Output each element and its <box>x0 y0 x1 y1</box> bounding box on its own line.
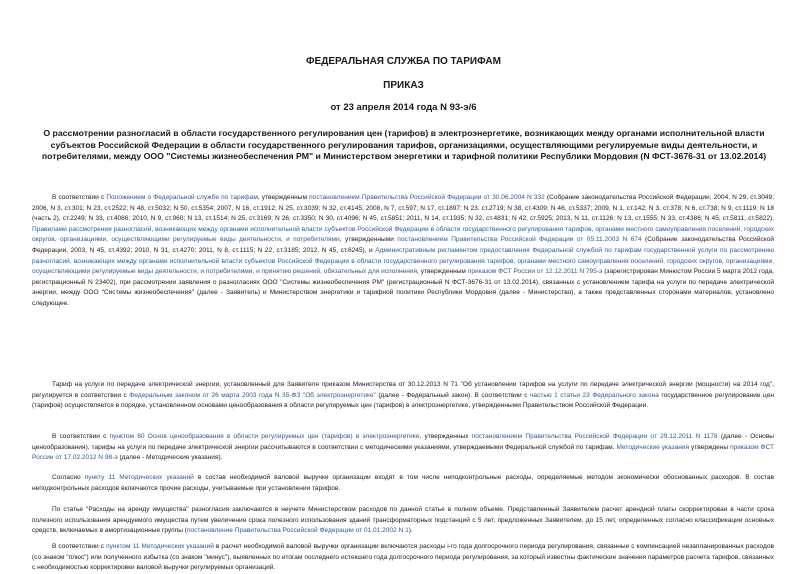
link-government-decree-1178[interactable]: постановлением Правительства Российской Федерации от 29.12.2011 N 1178 <box>471 433 718 440</box>
text: в состав необходимой валовой выручки организации входят в том числе неподконтрольные расходы, определяемые методом экономически обоснованных расходов. В состав неподконтрольных расходов включаются прочие расходы, учитываемые при установлении тарифов. <box>32 474 774 492</box>
document-date-number: от 23 апреля 2014 года N 93-э/6 <box>330 102 477 113</box>
agency-heading: ФЕДЕРАЛЬНАЯ СЛУЖБА ПО ТАРИФАМ <box>306 56 501 67</box>
paragraph-2 <box>32 380 774 412</box>
text: , утвержденным <box>417 268 468 276</box>
text: Тариф на услуги по передаче электрической энергии, установленный для Заявителя приказом Министерства от 30.12.2013 N 71 "Об установлении тарифов на услуги по передаче электрической энергии (мощности) на 2014 год", регулируется в соответствии с <box>32 381 774 399</box>
text: В соответствии с <box>52 543 107 550</box>
document-title: О рассмотрении разногласий в области государственного регулирования цен (тарифов) в электроэнергетике, возникающих между органами исполнительной власти субъектов Российской Федерации в области государственного регулирования тарифов, организациями, осуществляющими регулируемые виды деятельности, и потребителями, между ООО "Системы жизнеобеспечения РМ" и Министерством энергетики и тарифной политики Республики Мордовия (N ФСТ-3676-31 от 13.02.2014) <box>41 128 767 162</box>
link-government-decree-674[interactable]: постановлением Правительства Российской Федерации от 05.11.2003 N 674 <box>397 236 642 244</box>
text: (далее - Методические указания). <box>117 454 223 462</box>
text: В соответствии с <box>52 194 107 201</box>
link-fst-order-98[interactable]: приказом ФСТ России от 17.02.2012 N 98-э <box>32 443 775 462</box>
link-government-decree-1[interactable]: постановление Правительства Российской Федерации от 01.01.2002 N 1 <box>186 527 409 535</box>
link-federal-law-35[interactable]: Федеральным законом от 26 марта 2003 года N 35-ФЗ "Об электроэнергетике" <box>129 391 376 399</box>
paragraph-4 <box>32 473 774 494</box>
link-guidelines-clause-11-b[interactable]: пунктом 11 Методических указаний <box>106 543 214 550</box>
link-administrative-regulation[interactable]: Административным регламентом предоставления Федеральной службой по тарифам государственной услуги по рассмотрению разногласий, возникающих между органами исполнительной власти субъектов Российской Федерации в области государственного регулирования тарифов, органами местного самоуправления поселений, городских округов, организациями, осуществляющими регулируемые виды деятельности, и потребителями, и принятию решений, обязательных для исполнения <box>32 246 774 276</box>
text: В соответствии с <box>52 433 110 440</box>
link-guidelines-clause-11[interactable]: пункту 11 Методических указаний <box>84 474 194 481</box>
link-dispute-rules[interactable]: Правилами рассмотрения разногласий, возникающих между органами исполнительной власти субъектов Российской Федерации в области государственного регулирования тарифов, органами местного самоуправления поселений, городских округов, организациями, осуществляющими регулируемые виды деятельности, и потребителями <box>32 225 774 244</box>
text: в расчет необходимой валовой выручки организации включаются расходы i-го года долгосрочного периода регулирования, связанные с компенсацией незапланированных расходов (со знаком "плюс") или полученного избытка (со знаком "минус"), выявленных по итогам последнего истекшего года долгосрочного периода регулирования, за который известны фактические значения параметров расчета тарифов, связанных с необходимостью корректировки валовой выручки регулируемых организаций. <box>32 543 774 572</box>
link-pricing-basics-80[interactable]: пунктом 80 Основ ценообразования в области регулируемых цен (тарифов) в электроэнергетике <box>109 433 420 440</box>
paragraph-5 <box>32 505 774 537</box>
text: , утвержденных <box>419 433 472 440</box>
link-fst-order-795[interactable]: приказом ФСТ России от 12.12.2011 N 795-э <box>467 268 603 276</box>
text: По статье "Расходы на аренду имущества" разногласия заключаются в неучете Министерством расходов по данной статье в полном объеме. Представленный Заявителем расчет арендной платы скорректирован в части срока полезного использования арендуемого имущества путем увеличения срока полезного использования зданий трансформаторных подстанций с 5 лет, предложенных Заявителем, до 15 лет, определенных согласно классификации основных средств, включаемых в амортизационные группы ( <box>32 506 774 535</box>
link-government-decree-332[interactable]: постановлением Правительства Российской Федерации от 30.06.2004 N 332 <box>309 194 545 201</box>
text: (далее - Основы ценообразования), тарифы на услуги по передаче электрической энергии рассчитываются в соответствии с методическими указаниями, утверждаемыми Федеральной службой по тарифам. <box>32 433 775 451</box>
text: (далее - Федеральный закон). В соответствии с <box>375 391 530 399</box>
text: Согласно <box>52 474 85 481</box>
paragraph-1 <box>32 193 774 310</box>
paragraph-3 <box>32 432 774 464</box>
document-type: ПРИКАЗ <box>383 80 424 91</box>
text: утверждены <box>689 443 731 451</box>
text: (Собрание законодательства Российской Федерации, 2003, N 45, ст.4392; 2010, N 31, ст.4270; 2011, N 8, ст.1115; N 22, ст.3185; 2012, N 45, ст.6245), и <box>32 236 775 254</box>
link-methodical-guidelines[interactable]: Методические указания <box>616 443 690 451</box>
text: , утвержденным <box>257 194 310 201</box>
paragraph-6 <box>32 542 774 574</box>
text: (зарегистрирован Минюстом России 5 марта 2012 года, регистрационный N 23402), при рассмотрении заявления о разногласиях ООО "Системы жизнеобеспечения РМ" (регистрационный N ФСТ-3676-31 от 13.02.2014), связанных с установлением тарифа на услуги по передаче электрической энергии, между ООО "Системы жизнеобеспечения" (далее - Заявитель) и Министерством энергетики и тарифной политики Республики Мордовия (далее - Министерство), а также представленных сторонами материалов, установлено следующее. <box>32 268 775 307</box>
link-regulation-fst[interactable]: Положением о Федеральной службе по тарифам <box>106 194 258 201</box>
text: государственное регулирование цен (тарифов) осуществляется в порядке, установленном основами ценообразования в области регулируемых цен (тарифов) в электроэнергетике, утвержденными Правительством Российской Федерации. <box>32 391 774 410</box>
text: ). <box>408 527 413 535</box>
link-article-23[interactable]: частью 1 статьи 23 Федерального закона <box>530 391 659 399</box>
text: (Собрание законодательства Российской Федерации, 2004, N 29, ст.3049; 2006, N 3, ст.301; N 23, ст.2522; N 48, ст.5032; N 50, ст.5354; 2007, N 16, ст.1912; N 25, ст.3039; N 32, ст.4145; 2008, N 7, ст.597; N 17, ст.1897; N 23, ст.2719; N 38, ст.4309; N 46, ст.5337; 2009, N 1, ст.142; N 3, ст.378; N 6, ст.738; N 9, ст.1119; N 18 (часть 2), ст.2249; N 33, ст.4086; 2010, N 9, ст.960; N 13, ст.1514; N 25, ст.3169; N 26, ст.3350; N 30, ст.4096; N 45, ст.5851; 2011, N 14, ст.1935; N 32, ст.4831; N 42, ст.5925; 2013, N 11, ст.1126; N 13, ст.1555; N 33, ст.4386; N 45, ст.5811, ст.5822), <box>32 194 774 223</box>
text: , утвержденными <box>339 236 398 244</box>
